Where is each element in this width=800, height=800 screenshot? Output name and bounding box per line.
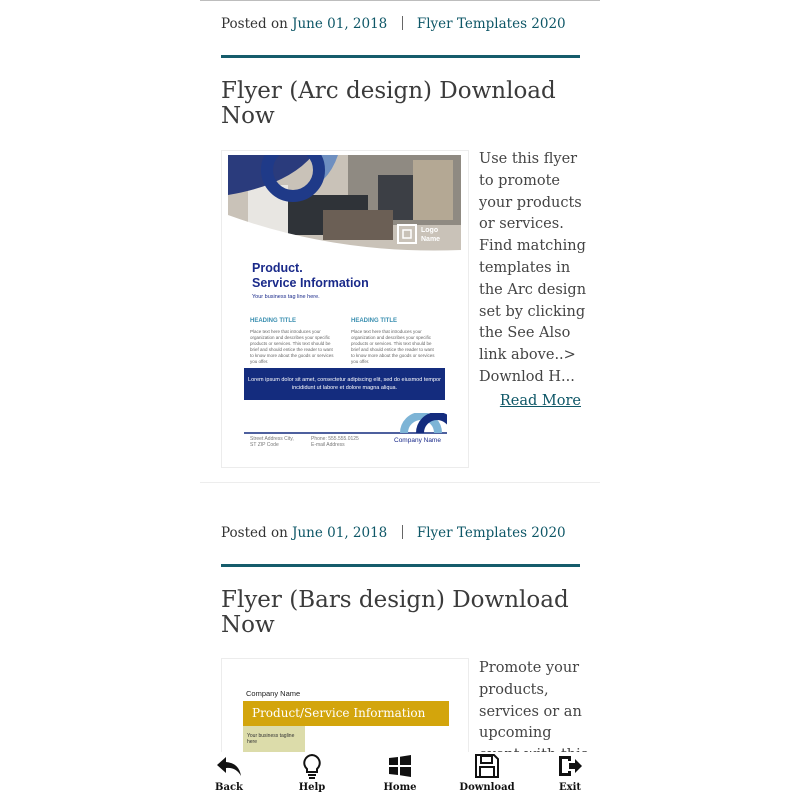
help-label: Help xyxy=(298,782,326,793)
back-button[interactable] xyxy=(199,752,259,793)
flyer-contact: Phone: 555.555.0125 E-mail Address xyxy=(311,436,359,448)
flyer-logo-text: Logo Name xyxy=(421,227,441,243)
flyer-heading-right: HEADING TITLE xyxy=(351,318,397,324)
exit-button[interactable] xyxy=(540,752,600,793)
flyer-address: Street Address City, ST ZIP Code xyxy=(250,436,294,448)
post-meta xyxy=(221,16,566,32)
download-label: Download xyxy=(459,782,515,793)
posted-on-label: Posted on xyxy=(221,16,288,32)
download-button[interactable] xyxy=(457,752,517,793)
posted-on-label: Posted on xyxy=(221,525,288,541)
flyer-heading-left: HEADING TITLE xyxy=(250,318,296,324)
read-more-link[interactable]: Read More xyxy=(499,393,581,409)
post-category-link[interactable]: Flyer Templates 2020 xyxy=(416,525,566,541)
back-label: Back xyxy=(215,782,243,793)
title-rule xyxy=(221,55,580,58)
flyer-band: Product/Service Information xyxy=(243,701,449,726)
flyer-company-name: Company Name xyxy=(246,689,301,698)
flyer-body-left: Place text here that introduces your organization and describes your specific products or services. This text should be brief and should entice the reader to want to know more about the goods or services you offer. xyxy=(250,329,334,364)
post-divider xyxy=(200,482,600,483)
post-date-link[interactable]: June 01, 2018 xyxy=(292,16,388,32)
post-title[interactable]: Flyer (Arc design) Download Now xyxy=(221,78,556,129)
post-excerpt: Use this flyer to promote your products or services. Find matching templates in the Arc design set by clicking the See Also link above..> Downlod H... xyxy=(479,151,587,385)
exit-label: Exit xyxy=(558,782,581,793)
flyer-company-name: Company Name xyxy=(394,437,441,444)
flyer-arc-graphic xyxy=(244,413,447,435)
meta-separator xyxy=(402,525,403,539)
home-button[interactable] xyxy=(370,752,430,793)
floppy-disk-icon xyxy=(473,752,501,780)
meta-separator xyxy=(402,16,403,30)
top-border xyxy=(200,0,600,1)
windows-icon xyxy=(386,752,414,780)
bottom-toolbar xyxy=(0,752,800,800)
lightbulb-icon xyxy=(298,752,326,780)
post-title[interactable]: Flyer (Bars design) Download Now xyxy=(221,587,569,638)
flyer-thumbnail[interactable] xyxy=(221,150,469,468)
exit-icon xyxy=(556,752,584,780)
help-button[interactable] xyxy=(282,752,342,793)
post-meta xyxy=(221,525,566,541)
back-arrow-icon xyxy=(215,752,243,780)
post-category-link[interactable]: Flyer Templates 2020 xyxy=(416,16,566,32)
title-rule xyxy=(221,564,580,567)
flyer-title: Product. Service Information xyxy=(252,261,369,290)
flyer-band: Lorem ipsum dolor sit amet, consectetur adipiscing elit, sed do eiusmod tempor incididunt ut labore et dolore magna aliqua. xyxy=(244,368,445,400)
post-excerpt: Promote your products, services or an upcoming xyxy=(479,660,582,742)
flyer-tagline: Your business tagline here xyxy=(243,726,305,752)
flyer-body-right: Place text here that introduces your organization and describes your specific products or services. This text should be brief and should entice the reader to want to know more about the goods or services you offer. xyxy=(351,329,435,364)
home-label: Home xyxy=(383,782,417,793)
post-date-link[interactable]: June 01, 2018 xyxy=(292,525,388,541)
flyer-tagline: Your business tag line here. xyxy=(252,294,320,300)
flyer-photo xyxy=(228,155,461,256)
